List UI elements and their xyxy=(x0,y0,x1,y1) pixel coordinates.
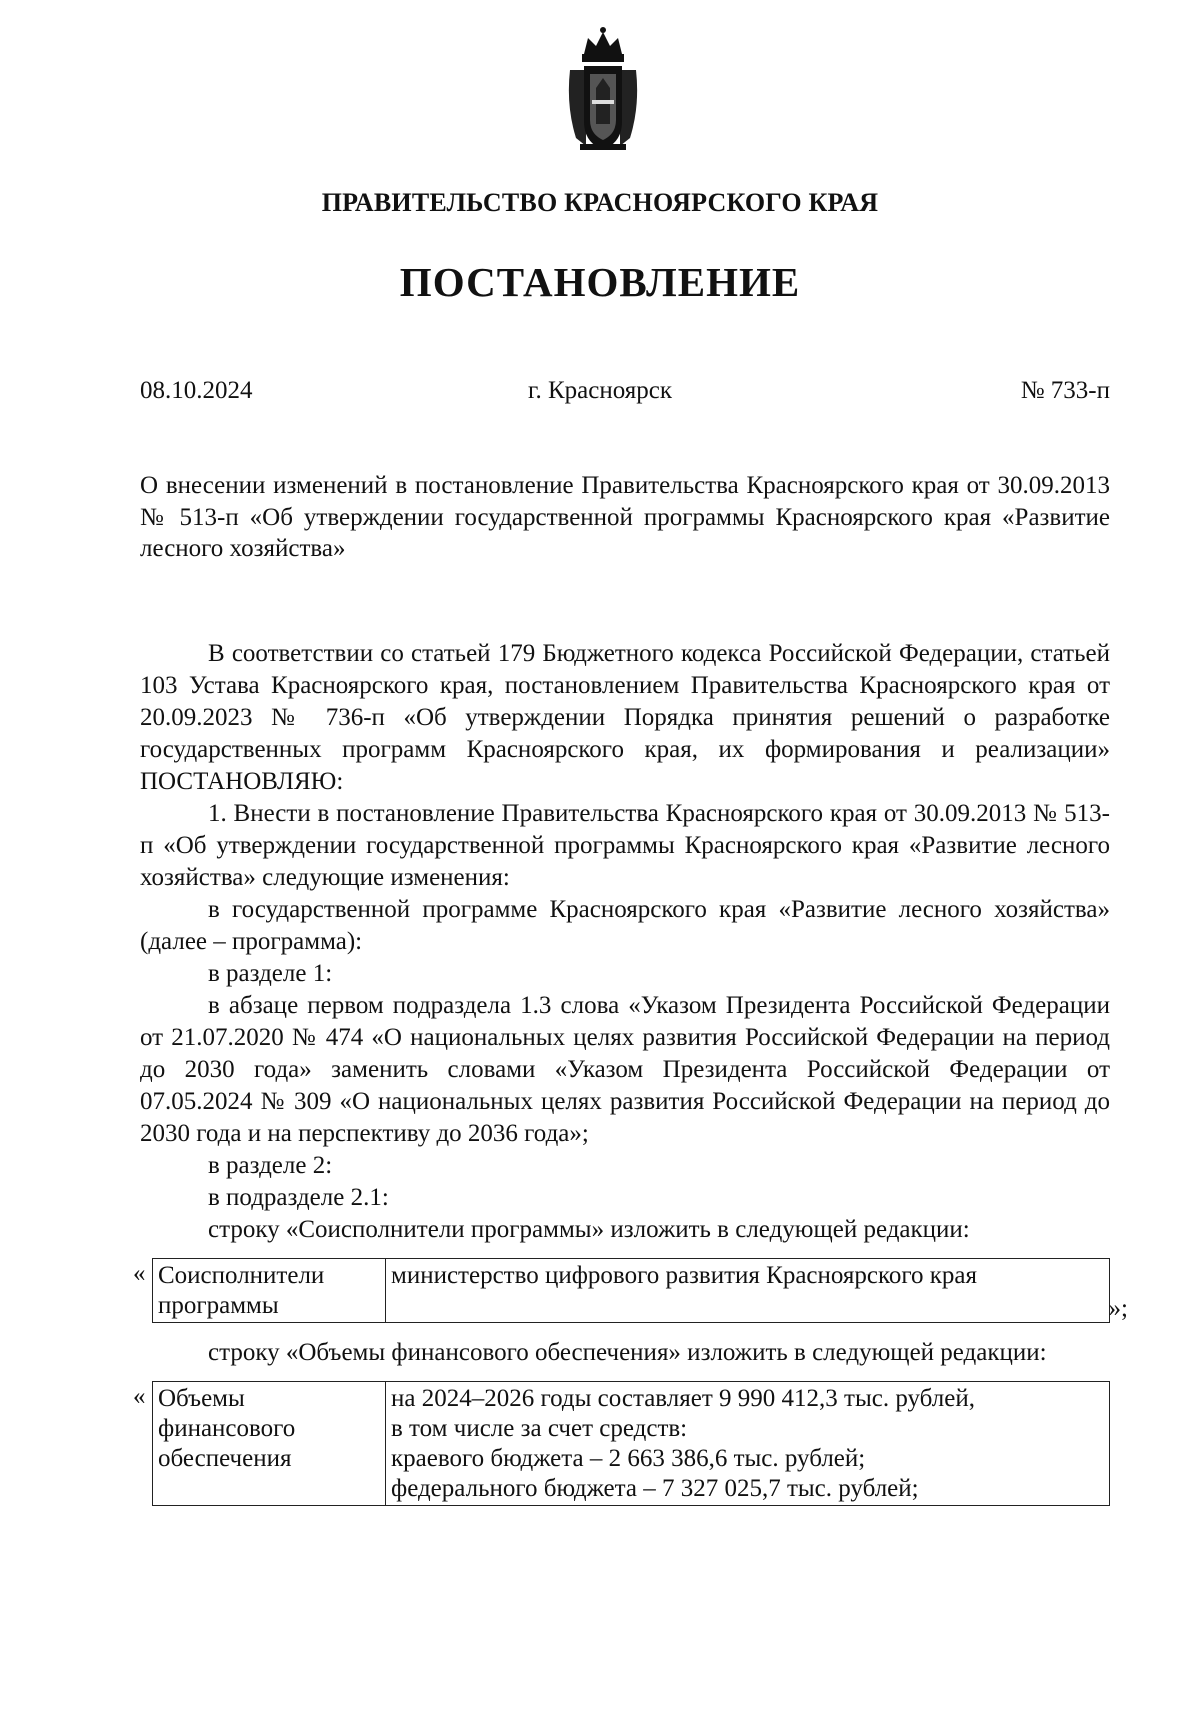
table-label-line: Соисполнители xyxy=(158,1262,325,1289)
government-name: ПРАВИТЕЛЬСТВО КРАСНОЯРСКОГО КРАЯ xyxy=(321,188,879,217)
table-label-line: Объемы xyxy=(158,1385,245,1412)
document-subject: О внесении изменений в постановление Правительства Красноярского края от 30.09.2013 № 513-п «Об утверждении государственной программы Красноярского края «Развитие лесного хозяйства» xyxy=(140,472,1110,562)
coexecutors-table xyxy=(152,1258,1110,1323)
table-value-cell xyxy=(386,1382,1110,1506)
table-label-cell xyxy=(153,1382,386,1506)
financing-line: на 2024–2026 годы составляет 9 990 412,3 тыс. рублей, xyxy=(391,1385,975,1412)
table-value-cell: министерство цифрового развития Красноярского края xyxy=(386,1259,1110,1323)
program-paragraph: в государственной программе Красноярского края «Развитие лесного хозяйства» (далее – программа): xyxy=(140,896,1110,955)
section-2-paragraph: в разделе 2: xyxy=(208,1152,333,1179)
table-row xyxy=(153,1259,1110,1323)
coexecutors-table-block xyxy=(133,1258,1128,1323)
table-label-cell xyxy=(153,1259,386,1323)
clause-1-paragraph: 1. Внести в постановление Правительства Красноярского края от 30.09.2013 № 513-п «Об утверждении государственной программы Красноярского края «Развитие лесного хозяйства» следующие изменения: xyxy=(140,800,1110,891)
financing-line: федерального бюджета – 7 327 025,7 тыс. рублей; xyxy=(391,1475,919,1502)
document-number: № 733-п xyxy=(1020,377,1110,404)
close-quote: »; xyxy=(1108,1295,1128,1322)
open-quote: « xyxy=(133,1383,146,1410)
financing-line: в том числе за счет средств: xyxy=(391,1415,688,1442)
financing-table-block xyxy=(133,1381,1110,1506)
financing-line: краевого бюджета – 2 663 386,6 тыс. рублей; xyxy=(391,1445,866,1472)
document-city: г. Красноярск xyxy=(528,377,672,404)
document-body xyxy=(133,638,1128,1506)
section-1-paragraph: в разделе 1: xyxy=(208,960,333,987)
table-label-line: программы xyxy=(158,1292,279,1319)
preamble-paragraph: В соответствии со статьей 179 Бюджетного кодекса Российской Федерации, статьей 103 Устава Красноярского края, постановлением Правительства Красноярского края от 20.09.2023 № 736-п «Об утверждении Порядка принятия решений о разработке государственных программ Красноярского края, их формирования и реализации» ПОСТАНОВЛЯЮ: xyxy=(140,640,1110,795)
financing-table xyxy=(152,1381,1110,1506)
open-quote: « xyxy=(133,1260,146,1287)
subsection-2-1-paragraph: в подразделе 2.1: xyxy=(208,1184,389,1211)
table-label-line: финансового xyxy=(158,1415,296,1442)
table-label-line: обеспечения xyxy=(158,1445,292,1472)
financing-row-paragraph: строку «Объемы финансового обеспечения» изложить в следующей редакции: xyxy=(208,1339,1047,1366)
table-row xyxy=(153,1382,1110,1506)
coat-of-arms-icon xyxy=(566,26,640,156)
coexecutors-row-paragraph: строку «Соисполнители программы» изложить в следующей редакции: xyxy=(208,1216,970,1243)
document-type: ПОСТАНОВЛЕНИЕ xyxy=(399,259,801,305)
subsection-1-3-paragraph: в абзаце первом подраздела 1.3 слова «Указом Президента Российской Федерации от 21.07.2020 № 474 «О национальных целях развития Российской Федерации на период до 2030 года» заменить словами «Указом Президента Российской Федерации от 07.05.2024 № 309 «О национальных целях развития Российской Федерации на период до 2030 года и на перспективу до 2036 года»; xyxy=(140,992,1110,1147)
document-date: 08.10.2024 xyxy=(140,377,253,404)
